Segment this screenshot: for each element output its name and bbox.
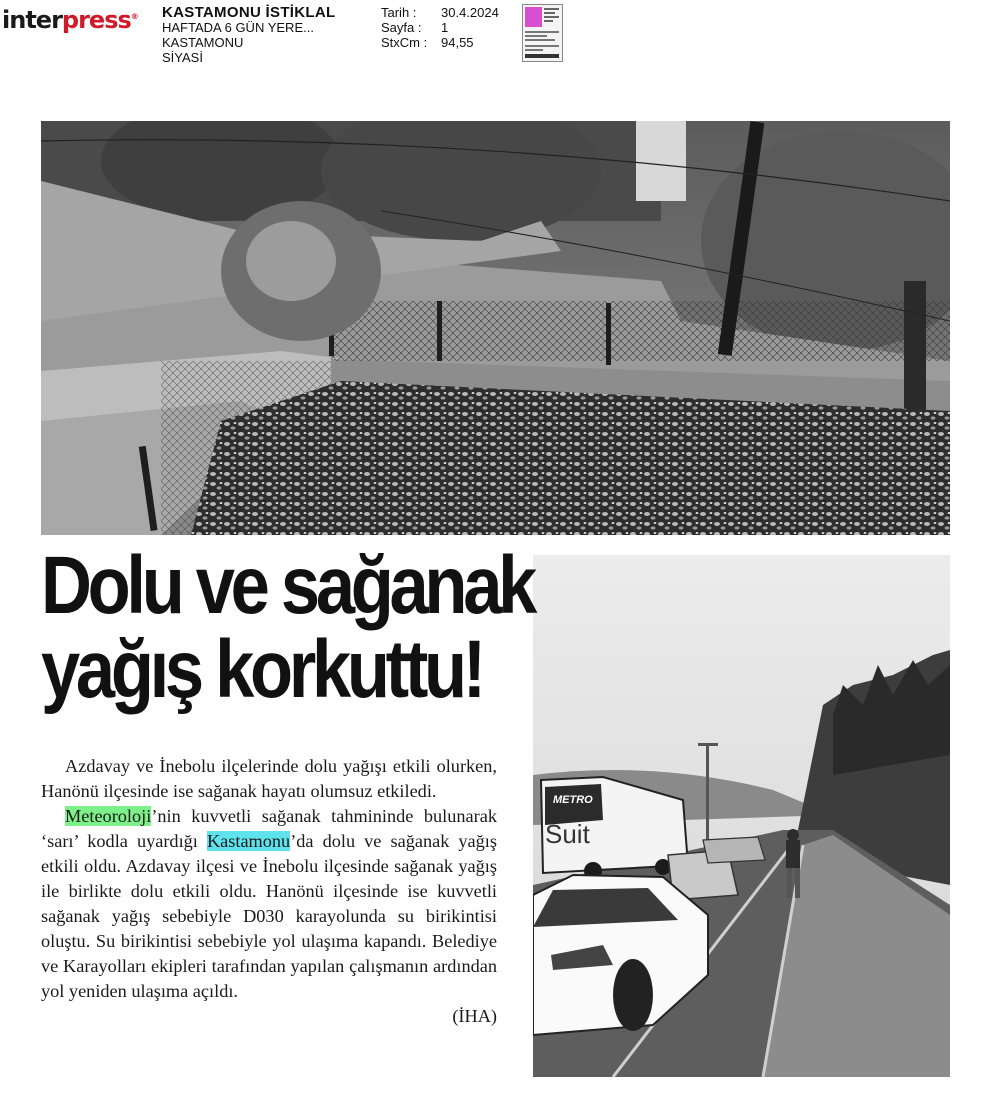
article-source: (İHA) bbox=[452, 1006, 497, 1026]
flooded-road-photo bbox=[533, 555, 950, 1077]
bus-brand-label: METRO bbox=[553, 794, 593, 806]
date-value: 30.4.2024 bbox=[441, 5, 499, 20]
meta-row-stxcm: StxCm : 94,55 bbox=[381, 35, 474, 50]
registered-mark: ® bbox=[130, 12, 138, 21]
logo-accent-text: press bbox=[61, 6, 131, 34]
article-body bbox=[41, 754, 497, 1029]
publication-name: KASTAMONU İSTİKLAL bbox=[162, 4, 336, 21]
interpress-logo bbox=[2, 6, 138, 34]
keyword-highlight-kastamonu: Kastamonu bbox=[206, 831, 291, 851]
headline-line-1: Dolu ve sağanak bbox=[41, 540, 534, 631]
logo-text: inter bbox=[2, 6, 62, 34]
hail-garden-photo bbox=[41, 121, 950, 535]
publication-frequency: HAFTADA 6 GÜN YERE... bbox=[162, 20, 314, 35]
paragraph-1: Azdavay ve İnebolu ilçelerinde dolu yağışı etkili olurken, Hanönü ilçesinde ise sağanak hayatı olumsuz etkiledi. bbox=[41, 756, 497, 801]
publication-info bbox=[162, 5, 335, 65]
page-thumbnail[interactable] bbox=[522, 4, 563, 62]
publication-city: KASTAMONU bbox=[162, 35, 244, 50]
publication-section: SİYASİ bbox=[162, 50, 203, 65]
article-headline bbox=[41, 540, 534, 715]
headline-line-2: yağış korkuttu! bbox=[41, 624, 482, 715]
meta-row-date: Tarih : 30.4.2024 bbox=[381, 5, 499, 20]
keyword-highlight-meteoroloji: Meteoroloji bbox=[65, 806, 152, 826]
stxcm-value: 94,55 bbox=[441, 35, 474, 50]
page-value: 1 bbox=[441, 20, 449, 35]
bus-model-label: Suit bbox=[545, 819, 590, 849]
meta-row-page: Sayfa : 1 bbox=[381, 20, 449, 35]
clipping-meta bbox=[381, 5, 499, 50]
paragraph-2: Meteoroloji’nin kuvvetli sağanak tahmininde bulunarak ‘sarı’ kodla uyardığı Kastamonu’da dolu ve sağanak yağış etkili oldu. Azdavay ilçesi ve İnebolu ilçesinde sağanak yağış ile birlikte dolu etkili oldu. Hanönü ilçesinde ise kuvvetli sağanak yağış sebebiyle D030 karayolunda su birikintisi oluştu. Su birikintisi sebebiyle yol ulaşıma kapandı. Belediye ve Karayolları ekipleri tarafından yapılan çalışmanın ardından yol yeniden ulaşıma açıldı. bbox=[41, 806, 497, 1001]
